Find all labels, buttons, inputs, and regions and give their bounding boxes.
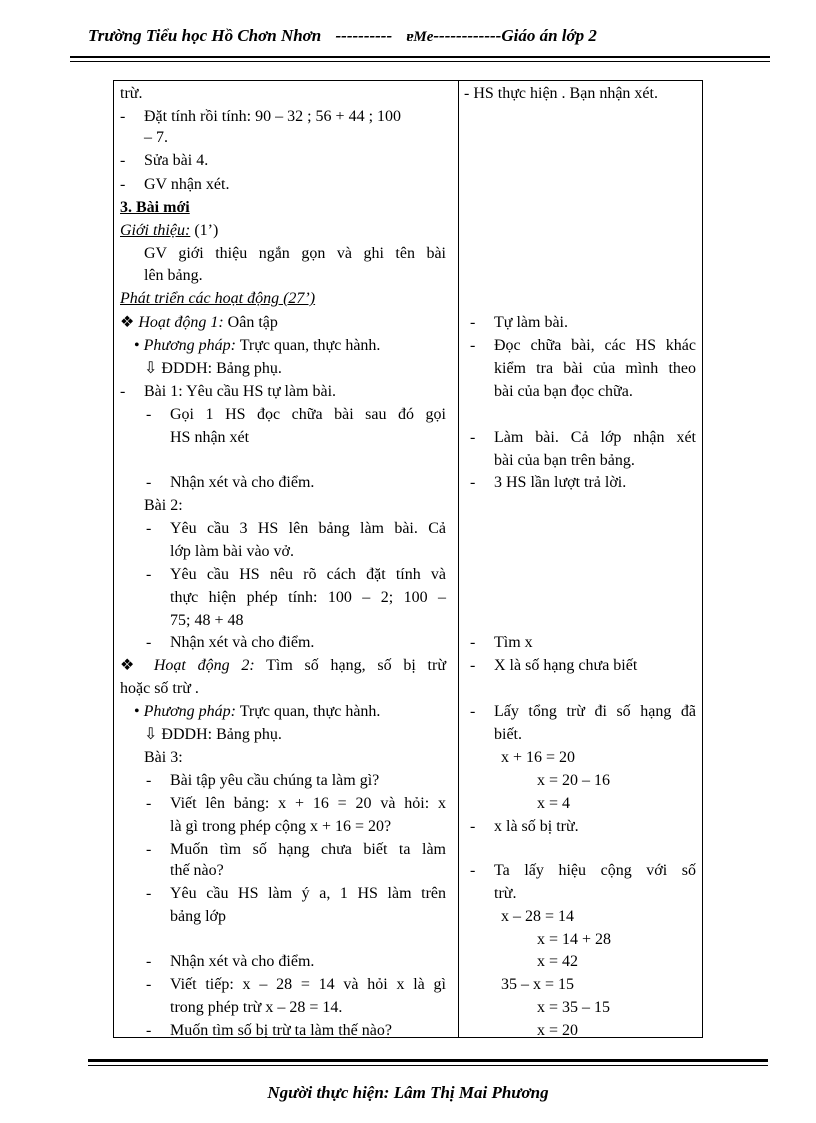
right-line: 3 HS lần lượt trả lời. <box>494 474 627 491</box>
right-line: bài của bạn đọc chữa. <box>494 383 633 400</box>
right-line: x là số bị trừ. <box>494 818 579 835</box>
left-line: Nhận xét và cho điểm. <box>170 634 315 651</box>
left-line: Bài 3: <box>144 749 183 766</box>
footer-rule-thin <box>88 1065 768 1066</box>
math-line: x = 35 – 15 <box>537 999 611 1016</box>
math-line: x = 14 + 28 <box>537 931 612 948</box>
left-line: Yêu cầu HS nêu rõ cách đặt tính và <box>170 566 446 583</box>
dash: - <box>120 108 126 125</box>
left-line: trừ. <box>120 85 143 102</box>
right-line: biết. <box>494 726 522 743</box>
arrow-down-icon: ⇩ <box>144 726 158 743</box>
class-label: Giáo án lớp 2 <box>501 26 597 45</box>
left-line: lên bảng. <box>144 267 203 284</box>
materials-line: ⇩ ĐDDH: Bảng phụ. <box>144 726 282 743</box>
left-line: Nhận xét và cho điểm. <box>170 953 315 970</box>
dash: - <box>146 772 152 789</box>
left-line: Muốn tìm số hạng chưa biết ta làm <box>170 841 446 858</box>
bullet-icon: • <box>134 337 140 354</box>
left-line: Bài 1: Yêu cầu HS tự làm bài. <box>144 383 337 400</box>
math-line: x = 20 – 16 <box>537 772 611 789</box>
header-rule-thin <box>70 61 770 62</box>
math-line: 35 – x = 15 <box>501 976 575 993</box>
dash: - <box>470 314 476 331</box>
dash: - <box>470 634 476 651</box>
school-name: Trường Tiểu học Hồ Chơn Nhơn <box>88 26 322 45</box>
page-footer: Người thực hiện: Lâm Thị Mai Phương <box>267 1083 549 1102</box>
dash: - <box>146 566 152 583</box>
dash: - <box>470 703 476 720</box>
right-line: Làm bài. Cả lớp nhận xét <box>494 429 696 446</box>
left-line: Gọi 1 HS đọc chữa bài sau đó gọi <box>170 406 446 423</box>
left-line: HS nhận xét <box>170 429 250 446</box>
left-line: Sửa bài 4. <box>144 152 209 169</box>
right-line: trừ. <box>494 885 517 902</box>
left-line: bảng lớp <box>170 908 227 925</box>
dash: - <box>146 953 152 970</box>
dash: - <box>146 406 152 423</box>
math-line: x + 16 = 20 <box>501 749 576 766</box>
right-line: bài của bạn trên bảng. <box>494 452 635 469</box>
right-line: Lấy tổng trừ đi số hạng đã <box>494 703 696 720</box>
math-line: x = 20 <box>537 1022 579 1039</box>
left-line: hoặc số trừ . <box>120 680 199 697</box>
left-line: 75; 48 + 48 <box>170 612 244 629</box>
right-line: X là số hạng chưa biết <box>494 657 638 674</box>
dash: - <box>146 520 152 537</box>
bullet-icon: • <box>134 703 140 720</box>
dash: - <box>146 841 152 858</box>
method-line: • Phương pháp: Trực quan, thực hành. <box>134 337 381 354</box>
footer-rule <box>88 1059 768 1062</box>
page-header <box>88 26 768 46</box>
left-line: là gì trong phép cộng x + 16 = 20? <box>170 818 392 835</box>
left-line: Yêu cầu HS làm ý a, 1 HS làm trên <box>170 885 446 902</box>
header-dashes-left: ---------- <box>335 26 393 45</box>
diamond-icon: ❖ <box>120 657 143 674</box>
left-line: Muốn tìm số bị trừ ta làm thế nào? <box>170 1022 392 1039</box>
dash: - <box>146 795 152 812</box>
header-rule <box>70 56 770 58</box>
lesson-table <box>113 80 703 1038</box>
right-line: kiểm tra bài của mình theo <box>494 360 696 377</box>
left-line: Yêu cầu 3 HS lên bảng làm bài. Cả <box>170 520 446 537</box>
intro-line: Giới thiệu: (1’) <box>120 222 219 239</box>
logo-mark: ɐMe <box>406 29 434 45</box>
dash: - <box>146 474 152 491</box>
right-line: Tìm x <box>494 634 533 651</box>
arrow-down-icon: ⇩ <box>144 360 158 377</box>
right-line: Tự làm bài. <box>494 314 568 331</box>
right-line: Đọc chữa bài, các HS khác <box>494 337 696 354</box>
left-line: GV giới thiệu ngắn gọn và ghi tên bài <box>144 245 446 262</box>
diamond-icon: ❖ <box>120 314 135 331</box>
dash: - <box>470 862 476 879</box>
dash: - <box>120 383 126 400</box>
right-line: - HS thực hiện . Bạn nhận xét. <box>464 85 658 102</box>
left-line: thế nào? <box>170 862 224 879</box>
dash: - <box>146 1022 152 1039</box>
activity-1-line: ❖ Hoạt động 1: Oân tập <box>120 314 278 331</box>
dash: - <box>120 176 126 193</box>
dash: - <box>470 337 476 354</box>
left-line: Bài tập yêu cầu chúng ta làm gì? <box>170 772 380 789</box>
math-line: x = 42 <box>537 953 579 970</box>
dash: - <box>120 152 126 169</box>
left-line: Đặt tính rồi tính: 90 – 32 ; 56 + 44 ; 100 <box>144 108 402 125</box>
math-line: x = 4 <box>537 795 571 812</box>
right-line: Ta lấy hiệu cộng với số <box>494 862 696 879</box>
left-line: Viết tiếp: x – 28 = 14 và hỏi x là gì <box>170 976 446 993</box>
header-dashes-right: ------------ <box>433 26 502 45</box>
dash: - <box>470 474 476 491</box>
left-line: Bài 2: <box>144 497 183 514</box>
left-line: trong phép trừ x – 28 = 14. <box>170 999 343 1016</box>
dash: - <box>470 429 476 446</box>
left-line: GV nhận xét. <box>144 176 230 193</box>
method-line: • Phương pháp: Trực quan, thực hành. <box>134 703 381 720</box>
materials-line: ⇩ ĐDDH: Bảng phụ. <box>144 360 282 377</box>
activity-2-line: ❖ Hoạt động 2: Tìm số hạng, số bị trừ <box>120 657 446 674</box>
dash: - <box>470 818 476 835</box>
dash: - <box>146 885 152 902</box>
dash: - <box>146 634 152 651</box>
left-line: thực hiện phép tính: 100 – 2; 100 – <box>170 589 446 606</box>
left-line: – 7. <box>144 129 168 146</box>
left-line: Viết lên bảng: x + 16 = 20 và hỏi: x <box>170 795 446 812</box>
dash: - <box>470 657 476 674</box>
left-line: lớp làm bài vào vở. <box>170 543 295 560</box>
math-line: x – 28 = 14 <box>501 908 575 925</box>
section-heading: 3. Bài mới <box>120 199 190 216</box>
left-line: Nhận xét và cho điểm. <box>170 474 315 491</box>
dash: - <box>146 976 152 993</box>
activities-heading: Phát triển các hoạt động (27’) <box>120 290 316 307</box>
column-divider <box>458 81 459 1037</box>
